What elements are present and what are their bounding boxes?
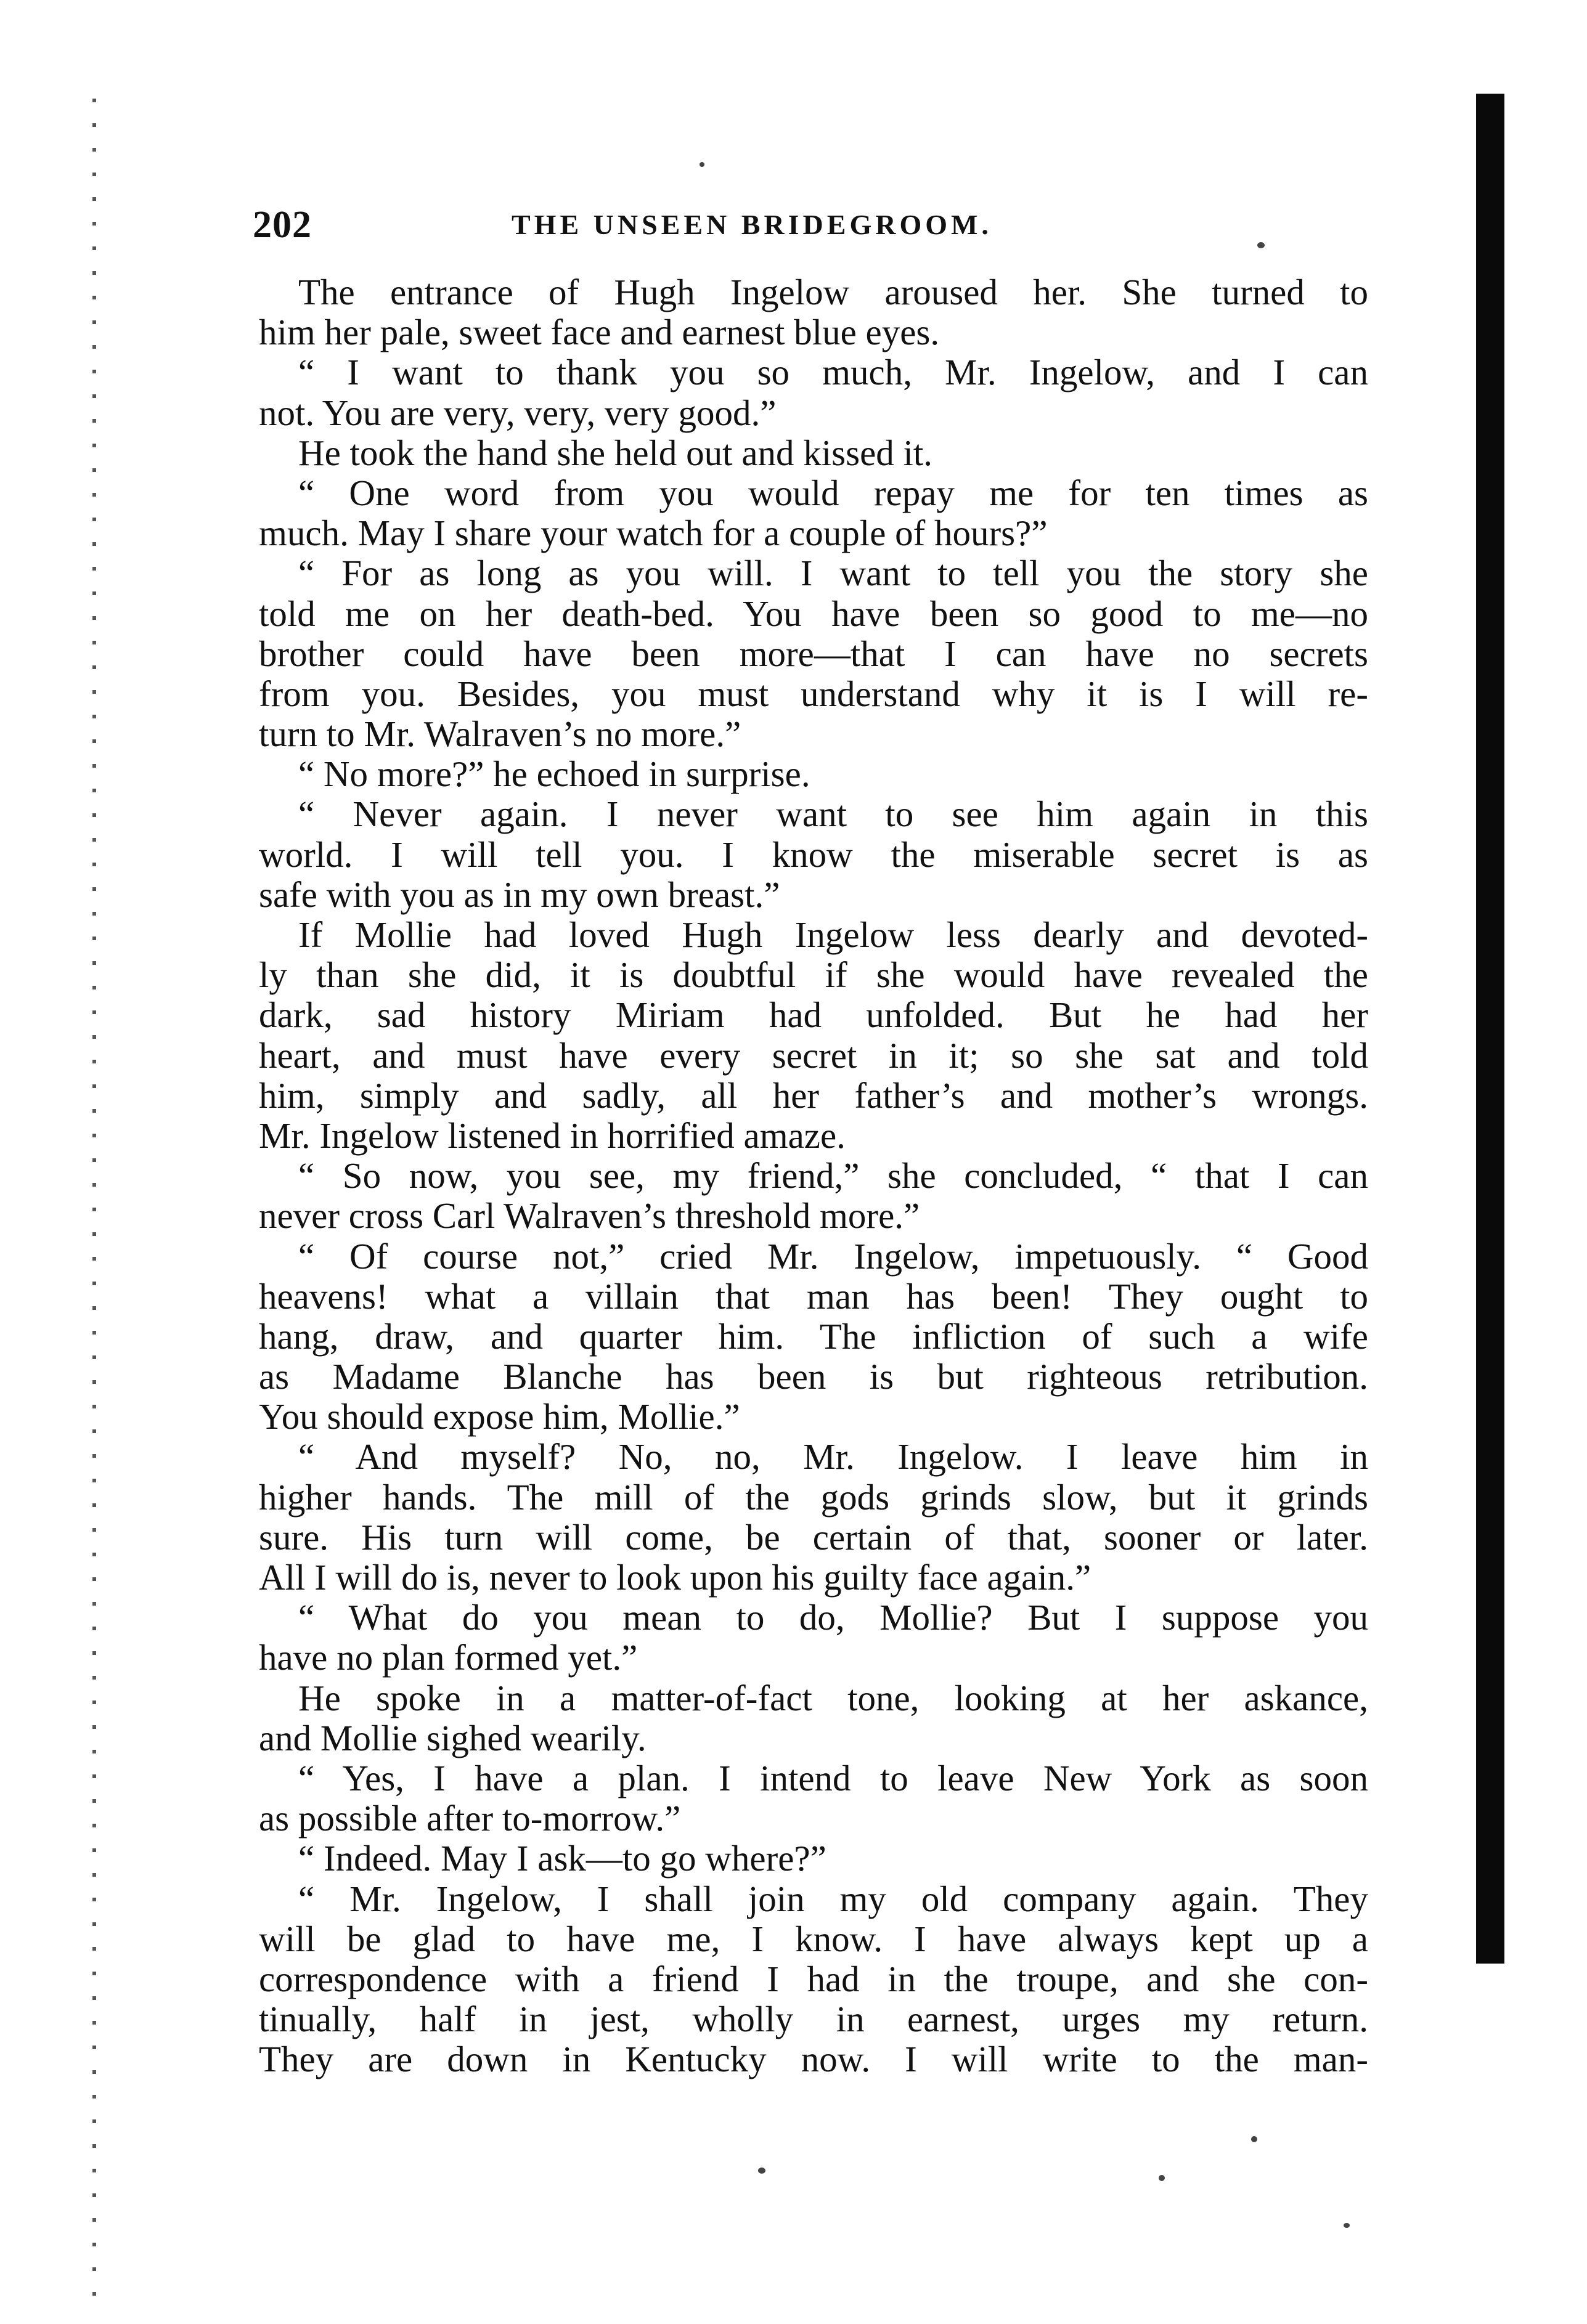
text-line: have no plan formed yet.” bbox=[259, 1638, 638, 1678]
text-line: and Mollie sighed wearily. bbox=[259, 1718, 647, 1758]
text-line: as Madame Blanche has been is but righteous retribution. bbox=[259, 1357, 1368, 1397]
text-line: heavens! what a villain that man has been! They ought to bbox=[259, 1276, 1368, 1317]
text-line: higher hands. The mill of the gods grinds slow, but it grinds bbox=[259, 1477, 1368, 1518]
text-line: The entrance of Hugh Ingelow aroused her. She turned to bbox=[298, 272, 1368, 312]
text-line: “ One word from you would repay me for ten times as bbox=[298, 473, 1368, 513]
text-line: “ Of course not,” cried Mr. Ingelow, impetuously. “ Good bbox=[298, 1236, 1368, 1277]
text-line: never cross Carl Walraven’s threshold more.” bbox=[259, 1196, 920, 1237]
text-line: “ Yes, I have a plan. I intend to leave New York as soon bbox=[298, 1758, 1368, 1798]
page-edge-shadow bbox=[1476, 94, 1504, 1964]
text-line: dark, sad history Miriam had unfolded. But he had her bbox=[259, 995, 1368, 1036]
page-header bbox=[253, 203, 1276, 259]
binding-shadow bbox=[92, 99, 96, 2317]
text-line: safe with you as in my own breast.” bbox=[259, 874, 780, 915]
text-line: If Mollie had loved Hugh Ingelow less dearly and devoted- bbox=[298, 915, 1368, 955]
ink-speck bbox=[1251, 2136, 1257, 2142]
text-line: “ So now, you see, my friend,” she concluded, “ that I can bbox=[298, 1156, 1368, 1197]
text-line: brother could have been more—that I can have no secrets bbox=[259, 633, 1368, 674]
text-line: told me on her death-bed. You have been so good to me—no bbox=[259, 593, 1368, 634]
text-line: hang, draw, and quarter him. The infliction of such a wife bbox=[259, 1316, 1368, 1357]
text-line: “ For as long as you will. I want to tell you the story she bbox=[298, 553, 1368, 594]
ink-speck bbox=[1159, 2175, 1165, 2181]
text-line: him, simply and sadly, all her father’s and mother’s wrongs. bbox=[259, 1075, 1368, 1116]
text-line: “ Never again. I never want to see him again in this bbox=[298, 794, 1368, 835]
text-line: “ And myself? No, no, Mr. Ingelow. I leave him in bbox=[298, 1437, 1368, 1477]
text-line: “ I want to thank you so much, Mr. Ingelow, and I can bbox=[298, 352, 1368, 393]
page-number: 202 bbox=[253, 204, 312, 246]
text-line: “ Mr. Ingelow, I shall join my old company again. They bbox=[298, 1879, 1368, 1919]
text-line: heart, and must have every secret in it; so she sat and told bbox=[259, 1035, 1368, 1076]
text-line: turn to Mr. Walraven’s no more.” bbox=[259, 714, 741, 755]
text-line: Mr. Ingelow listened in horrified amaze. bbox=[259, 1115, 846, 1156]
text-line: much. May I share your watch for a couple of hours?” bbox=[259, 513, 1048, 554]
text-line: will be glad to have me, I know. I have always kept up a bbox=[259, 1919, 1368, 1959]
text-line: You should expose him, Mollie.” bbox=[259, 1397, 740, 1437]
running-title: THE UNSEEN BRIDEGROOM. bbox=[512, 209, 992, 240]
text-line: from you. Besides, you must understand why it is I will re- bbox=[259, 673, 1368, 714]
text-line: not. You are very, very, very good.” bbox=[259, 392, 777, 433]
text-line: They are down in Kentucky now. I will write to the man- bbox=[259, 2039, 1368, 2080]
text-line: tinually, half in jest, wholly in earnest, urges my return. bbox=[259, 1999, 1368, 2040]
text-line: ly than she did, it is doubtful if she would have revealed the bbox=[259, 955, 1368, 996]
text-line: “ No more?” he echoed in surprise. bbox=[298, 754, 810, 795]
ink-speck bbox=[700, 162, 704, 167]
text-line: All I will do is, never to look upon his guilty face again.” bbox=[259, 1558, 1091, 1598]
text-line: sure. His turn will come, be certain of that, sooner or later. bbox=[259, 1517, 1368, 1558]
text-line: correspondence with a friend I had in the troupe, and she con- bbox=[259, 1959, 1368, 1999]
body-text bbox=[259, 272, 1368, 2079]
text-line: He took the hand she held out and kissed it. bbox=[298, 433, 933, 473]
text-line: him her pale, sweet face and earnest blue eyes. bbox=[259, 312, 940, 353]
ink-speck bbox=[1344, 2223, 1350, 2228]
text-line: world. I will tell you. I know the miserable secret is as bbox=[259, 834, 1368, 875]
ink-speck bbox=[758, 2168, 765, 2174]
text-line: as possible after to-morrow.” bbox=[259, 1798, 681, 1839]
ink-speck bbox=[1257, 242, 1265, 248]
text-line: “ What do you mean to do, Mollie? But I suppose you bbox=[298, 1598, 1368, 1638]
text-line: “ Indeed. May I ask—to go where?” bbox=[298, 1838, 826, 1879]
text-line: He spoke in a matter-of-fact tone, looking at her askance, bbox=[298, 1678, 1368, 1718]
